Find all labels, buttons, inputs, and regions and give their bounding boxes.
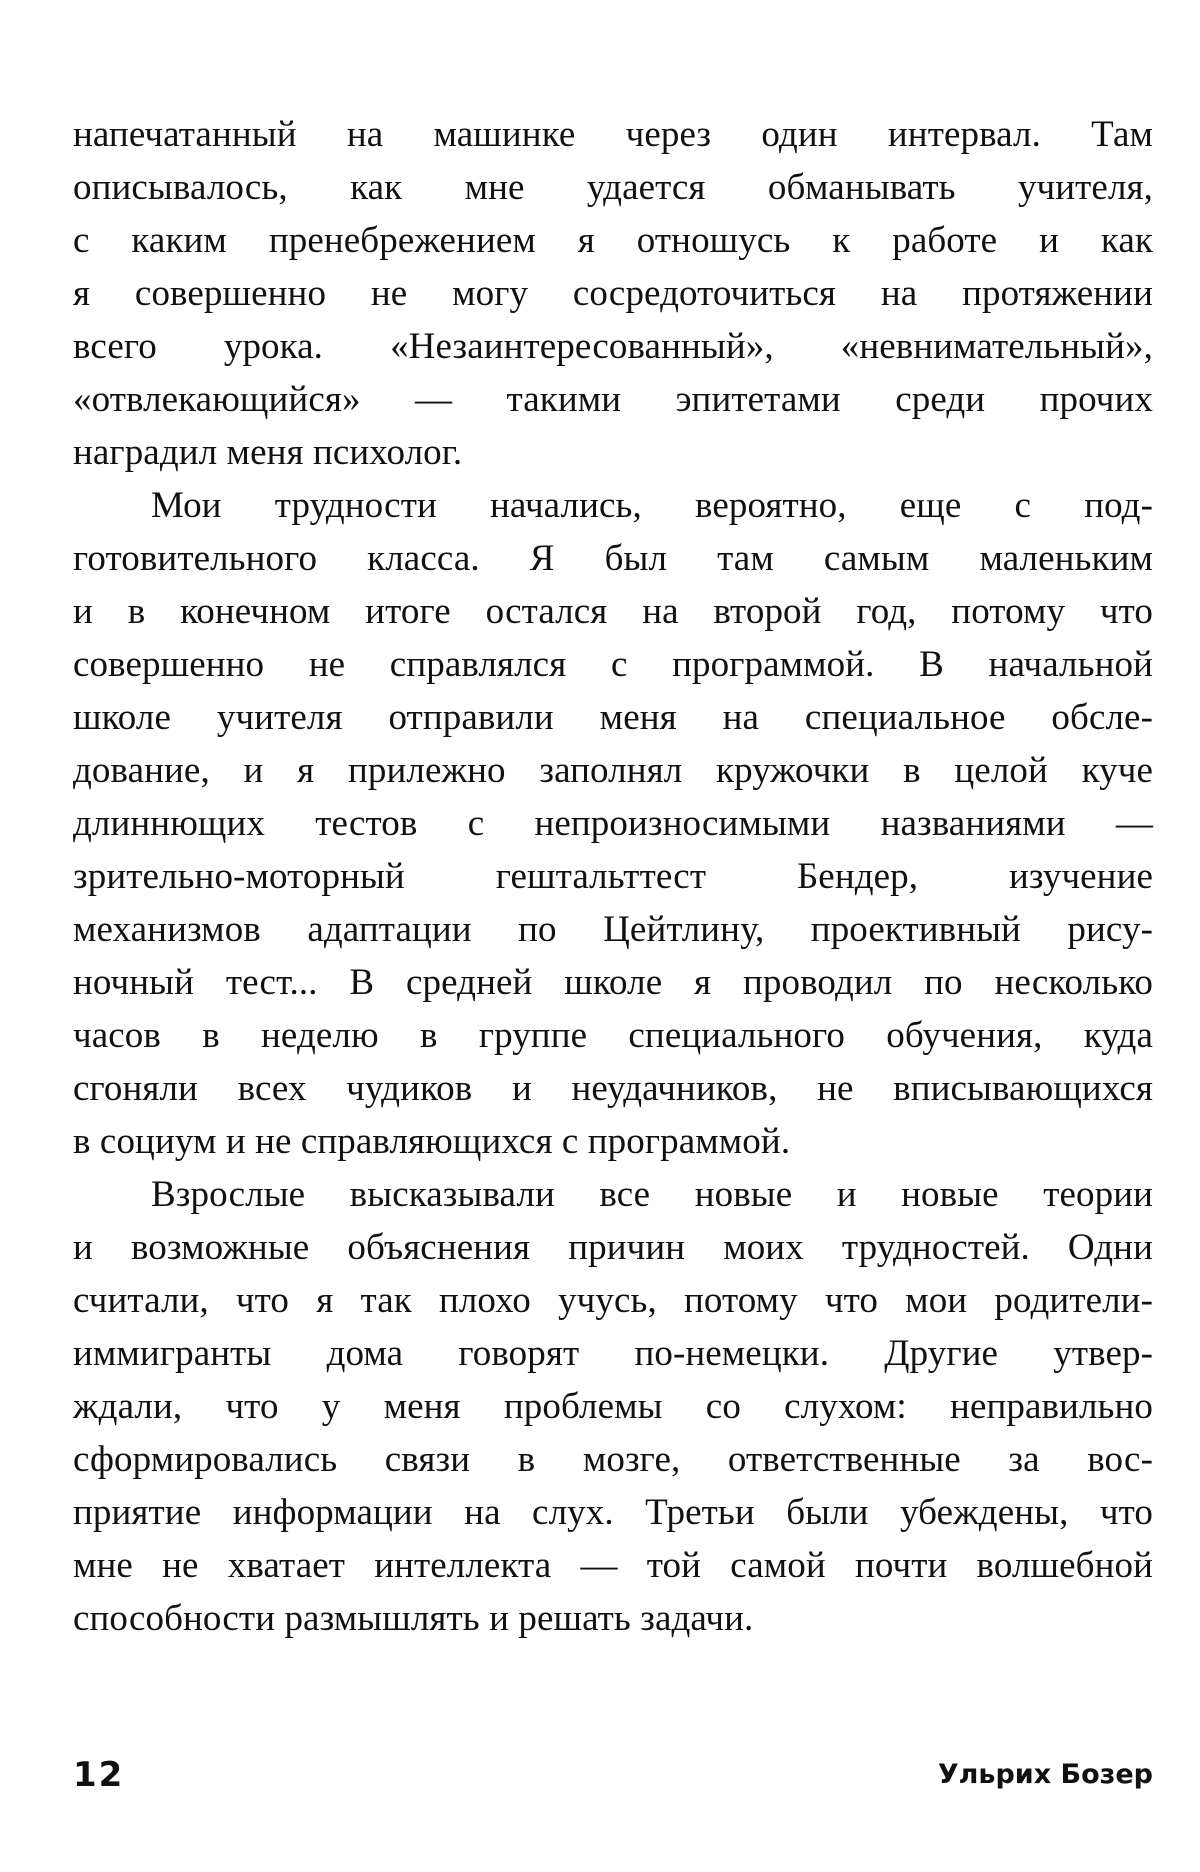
text-line: сформировались связи в мозге, ответственные за вос-: [73, 1439, 1153, 1480]
running-footer-author: Ульрих Бозер: [937, 1759, 1153, 1790]
text-line: в социум и не справляющихся с программой.: [73, 1121, 791, 1162]
paragraph-3: [73, 1168, 1153, 1645]
text-line: Взрослые высказывали все новые и новые теории: [151, 1174, 1153, 1215]
paragraph-1: [73, 108, 1153, 479]
text-line: школе учителя отправили меня на специальное обсле-: [73, 697, 1153, 738]
text-line: Мои трудности начались, вероятно, еще с под-: [151, 485, 1153, 526]
text-line: приятие информации на слух. Третьи были убеждены, что: [73, 1492, 1153, 1533]
text-line: часов в неделю в группе специального обучения, куда: [73, 1015, 1153, 1056]
text-line: и в конечном итоге остался на второй год, потому что: [73, 591, 1153, 632]
text-line: длиннющих тестов с непроизносимыми названиями —: [73, 803, 1153, 844]
text-line: описывалось, как мне удается обманывать учителя,: [73, 167, 1153, 208]
text-line: и возможные объяснения причин моих трудностей. Одни: [73, 1227, 1153, 1268]
page-number: 12: [73, 1755, 125, 1795]
text-line: наградил меня психолог.: [73, 432, 463, 473]
text-line: механизмов адаптации по Цейтлину, проективный рису-: [73, 909, 1153, 950]
text-line: ждали, что у меня проблемы со слухом: неправильно: [73, 1386, 1153, 1427]
text-line: я совершенно не могу сосредоточиться на протяжении: [73, 273, 1153, 314]
text-line: иммигранты дома говорят по-немецки. Другие утвер-: [73, 1333, 1153, 1374]
text-line: совершенно не справлялся с программой. В начальной: [73, 644, 1153, 685]
text-line: дование, и я прилежно заполнял кружочки в целой куче: [73, 750, 1153, 791]
text-line: напечатанный на машинке через один интервал. Там: [73, 114, 1153, 155]
text-line: сгоняли всех чудиков и неудачников, не вписывающихся: [73, 1068, 1153, 1109]
page-footer: [73, 1755, 1153, 1805]
text-line: мне не хватает интеллекта — той самой почти волшебной: [73, 1545, 1153, 1586]
text-line: с каким пренебрежением я отношусь к работе и как: [73, 220, 1153, 261]
text-line: «отвлекающийся» — такими эпитетами среди прочих: [73, 379, 1153, 420]
paragraph-2: [73, 479, 1153, 1168]
text-line: считали, что я так плохо учусь, потому что мои родители-: [73, 1280, 1153, 1321]
text-line: способности размышлять и решать задачи.: [73, 1598, 754, 1639]
text-line: готовительного класса. Я был там самым маленьким: [73, 538, 1153, 579]
body-text: [73, 108, 1153, 1645]
text-line: всего урока. «Незаинтересованный», «невнимательный»,: [73, 326, 1153, 367]
text-line: зрительно-моторный гештальттест Бендер, изучение: [73, 856, 1153, 897]
text-line: ночный тест... В средней школе я проводил по несколько: [73, 962, 1153, 1003]
